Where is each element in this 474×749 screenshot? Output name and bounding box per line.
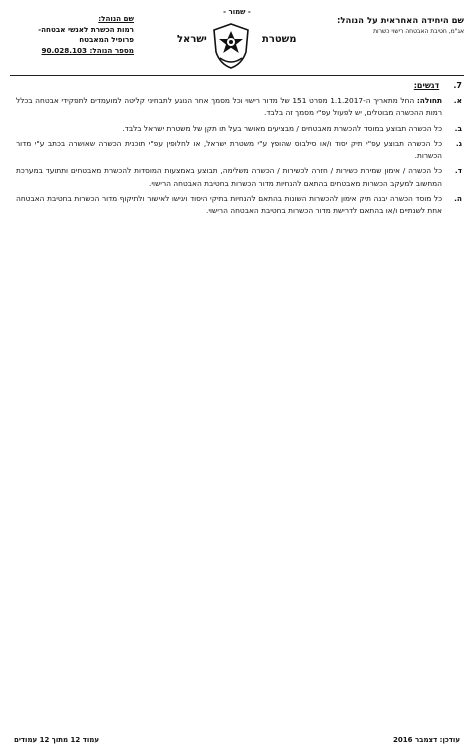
list-item: [16, 95, 462, 120]
section-title: דגשים:: [413, 81, 440, 90]
item-text: כל הכשרה / אימון שמירת כשירות / חזרה לכשירות / הכשרה משלימה, תבוצע באמצעות המוסדות להכשרת מאבטחים ותתועד במערכת המחשוב למעקב הכשרות מאבטחים בהתאם להנחיות מדור הכשרות בחטיבת האבטחה הרישוי.: [16, 166, 442, 188]
item-letter: א.: [453, 96, 462, 105]
procedure-name-label: שם הנוהל:: [98, 14, 134, 23]
item-letter: ב.: [454, 123, 462, 133]
responsible-unit-title: שם היחידה האחראית על הנוהל:: [337, 16, 464, 26]
org-name-left: ישראל: [177, 34, 207, 45]
section-heading: [16, 80, 462, 92]
list-item: [16, 138, 462, 163]
item-text: החל מתאריך ה-1.1.2017 מפרט 151 של מדור רישוי וכל מסמך אחר הנוגע לתבחיני קליטה למועמדים לתפקידי אבטחה בכלל רמות ההכשרה מבוטלים, יש לפעול עפ"י מסמך זה בלבד.: [16, 96, 442, 118]
item-letter: ד.: [454, 166, 462, 176]
item-text: כל הכשרה תבוצע עפ"י תיק יסוד ו/או סילבוס שהופץ ע"י משטרת ישראל, או לחלופין עפ"י תוכנית הכשרה שאושרה בכתב ע"י מדור הכשרות.: [16, 138, 442, 161]
item-lead: תחולה:: [416, 96, 442, 105]
updated-date: עודכן: דצמבר 2016: [393, 736, 460, 744]
police-emblem-icon: [210, 22, 252, 70]
classification-mark: - שמור -: [223, 8, 251, 16]
org-name-right: משטרת: [262, 34, 297, 45]
item-text: כל הכשרה תבוצע במוסד להכשרת מאבטחים / מבציעים מאושר בעל תו תקן של משטרת ישראל בלבד.: [122, 123, 442, 133]
header-divider: [10, 75, 464, 76]
item-letter: ה.: [454, 194, 462, 204]
section-number: 7.: [453, 81, 462, 90]
list-item: [16, 165, 462, 190]
page-counter: עמוד 12 מתוך 12 עמודים: [14, 736, 99, 744]
item-letter: ג.: [455, 138, 462, 148]
procedure-info-block: [16, 14, 134, 56]
emphases-section: [16, 80, 462, 218]
procedure-number: מספר הנוהל: 90.028.103: [41, 45, 134, 55]
responsible-unit-block: [274, 16, 464, 36]
procedure-name-line-1: רמות הכשרת לאנשי אבטחה-: [38, 24, 134, 34]
list-item: [16, 123, 462, 135]
responsible-unit-subtitle: אג"מ, חטיבת האבטחה רישוי כשרות: [373, 28, 464, 35]
list-item: [16, 193, 462, 218]
item-text: כל מוסד הכשרה יבנה תיק אימון להכשרות השונות בהתאם להנחיות בתיקי היסוד ויגישו לאישור ולתיקוף מדור הכשרות בחטיבת האבטחה אחת לשנתיים ו/או בהתאם לדרישת מדור הכשרות בחטיבת האבטחה הרישוי.: [16, 194, 442, 216]
procedure-name-line-2: פרופיל המאבטח: [79, 35, 134, 44]
